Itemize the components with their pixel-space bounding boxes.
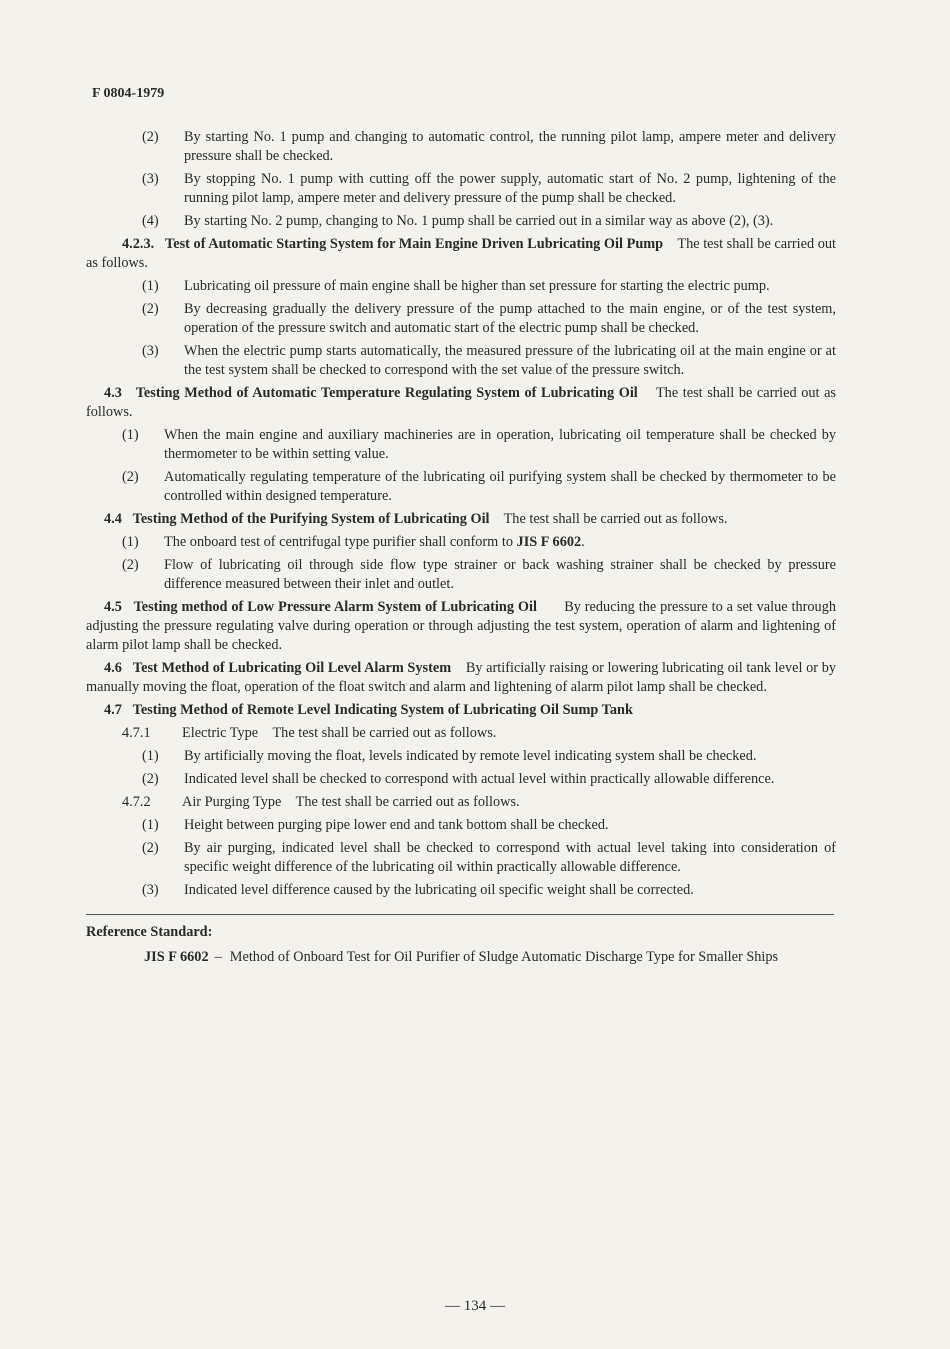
section-text: By reducing the pressure to a set value through adjusting the pressure regulating valve during operation or through adjusting the test system, operation of alarm and lightening of alarm pilot lamp shall be checked.: [86, 599, 836, 653]
section-number: 4.2.3.: [122, 236, 155, 252]
section-text: By artificially raising or lowering lubricating oil tank level or by manually moving the float, operation of the float switch and alarm and lightening of alarm pilot lamp shall be checked.: [86, 660, 837, 695]
section-title: Air Purging Type: [182, 794, 282, 810]
list-item: (3) By stopping No. 1 pump with cutting off the power supply, automatic start of No. 2 pump, lightening of the running pilot lamp, ampere meter and delivery pressure of the pump shall be checked.: [142, 171, 836, 206]
list-item: (3) When the electric pump starts automatically, the measured pressure of the lubricating oil at the main engine or at the test system shall be checked to correspond with the set value of the pressure switch.: [142, 343, 836, 378]
section-title: Testing Method of the Purifying System of Lubricating Oil: [132, 511, 490, 527]
list-item: (2) By starting No. 1 pump and changing to automatic control, the running pilot lamp, ampere meter and delivery pressure shall be checked.: [142, 129, 836, 164]
section-number: 4.7.1: [122, 725, 151, 741]
divider: [86, 914, 834, 915]
section-text: The test shall be carried out as follows.: [86, 236, 836, 271]
document-number: F 0804-1979: [92, 86, 165, 101]
section-number: 4.7: [104, 702, 122, 718]
section-title: Testing Method of Remote Level Indicating System of Lubricating Oil Sump Tank: [132, 702, 633, 718]
section-4-3: [86, 384, 836, 422]
reference-code: JIS F 6602: [144, 949, 209, 965]
section-number: 4.3: [104, 385, 122, 401]
section-text: The test shall be carried out as follows.: [295, 794, 520, 810]
list-item: (1) Height between purging pipe lower end and tank bottom shall be checked.: [142, 817, 609, 833]
list-item: (2) Indicated level shall be checked to correspond with actual level within practically allowable difference.: [142, 771, 775, 787]
section-title: Test of Automatic Starting System for Main Engine Driven Lubricating Oil Pump: [165, 236, 664, 252]
reference-title: Reference Standard:: [86, 924, 213, 940]
reference-text: Method of Onboard Test for Oil Purifier of Sludge Automatic Discharge Type for Smaller Ships: [229, 949, 779, 965]
section-number: 4.6: [104, 660, 122, 676]
list-item: (1) Lubricating oil pressure of main engine shall be higher than set pressure for starting the electric pump.: [142, 278, 770, 294]
section-title: Testing Method of Automatic Temperature Regulating System of Lubricating Oil: [135, 385, 638, 401]
standard-reference: JIS F 6602: [516, 534, 582, 550]
list-item: (2) By decreasing gradually the delivery pressure of the pump attached to the main engine, or of the test system, operation of the pressure switch and automatic start of the electric pump shall be checked.: [142, 301, 836, 336]
section-title: Test Method of Lubricating Oil Level Alarm System: [132, 660, 452, 676]
section-text: The test shall be carried out as follows.: [503, 511, 728, 527]
list-item: (1) The onboard test of centrifugal type purifier shall conform to JIS F 6602.: [122, 534, 585, 550]
list-item: (1) By artificially moving the float, levels indicated by remote level indicating system shall be checked.: [142, 748, 757, 764]
section-4-7-2: [122, 793, 836, 812]
list-item: (2) Flow of lubricating oil through side flow type strainer or back washing strainer shall be checked by pressure difference measured between their inlet and outlet.: [122, 557, 836, 592]
section-number: 4.5: [104, 599, 122, 615]
section-4-7: [86, 701, 836, 720]
section-number: 4.4: [104, 511, 122, 527]
section-title: Testing method of Low Pressure Alarm System of Lubricating Oil: [133, 599, 537, 615]
section-4-5: [86, 598, 836, 655]
section-text: The test shall be carried out as follows.: [272, 725, 497, 741]
list-item: (2) By air purging, indicated level shall be checked to correspond with actual level taking into consideration of specific weight difference of the lubricating oil within practically allowable difference.: [142, 840, 836, 875]
section-4-4: [86, 510, 836, 529]
list-item: (2) Automatically regulating temperature of the lubricating oil purifying system shall be checked by thermometer to be controlled within designed temperature.: [122, 469, 836, 504]
section-4-6: [86, 659, 836, 697]
section-text: The test shall be carried out as follows.: [86, 385, 836, 420]
document-body: [86, 128, 836, 967]
reference-entry: JIS F 6602 – Method of Onboard Test for Oil Purifier of Sludge Automatic Discharge Type for Smaller Ships: [144, 949, 779, 965]
section-number: 4.7.2: [122, 794, 151, 810]
list-item: (1) When the main engine and auxiliary machineries are in operation, lubricating oil temperature shall be checked by thermometer to be within setting value.: [122, 427, 836, 462]
page-number: — 134 —: [445, 1298, 505, 1314]
section-4-7-1: [122, 724, 836, 743]
list-item: (4) By starting No. 2 pump, changing to No. 1 pump shall be carried out in a similar way as above (2), (3).: [142, 213, 774, 229]
section-4-2-3: [86, 235, 836, 273]
list-item: (3) Indicated level difference caused by the lubricating oil specific weight shall be corrected.: [142, 882, 694, 898]
section-title: Electric Type: [182, 725, 259, 741]
